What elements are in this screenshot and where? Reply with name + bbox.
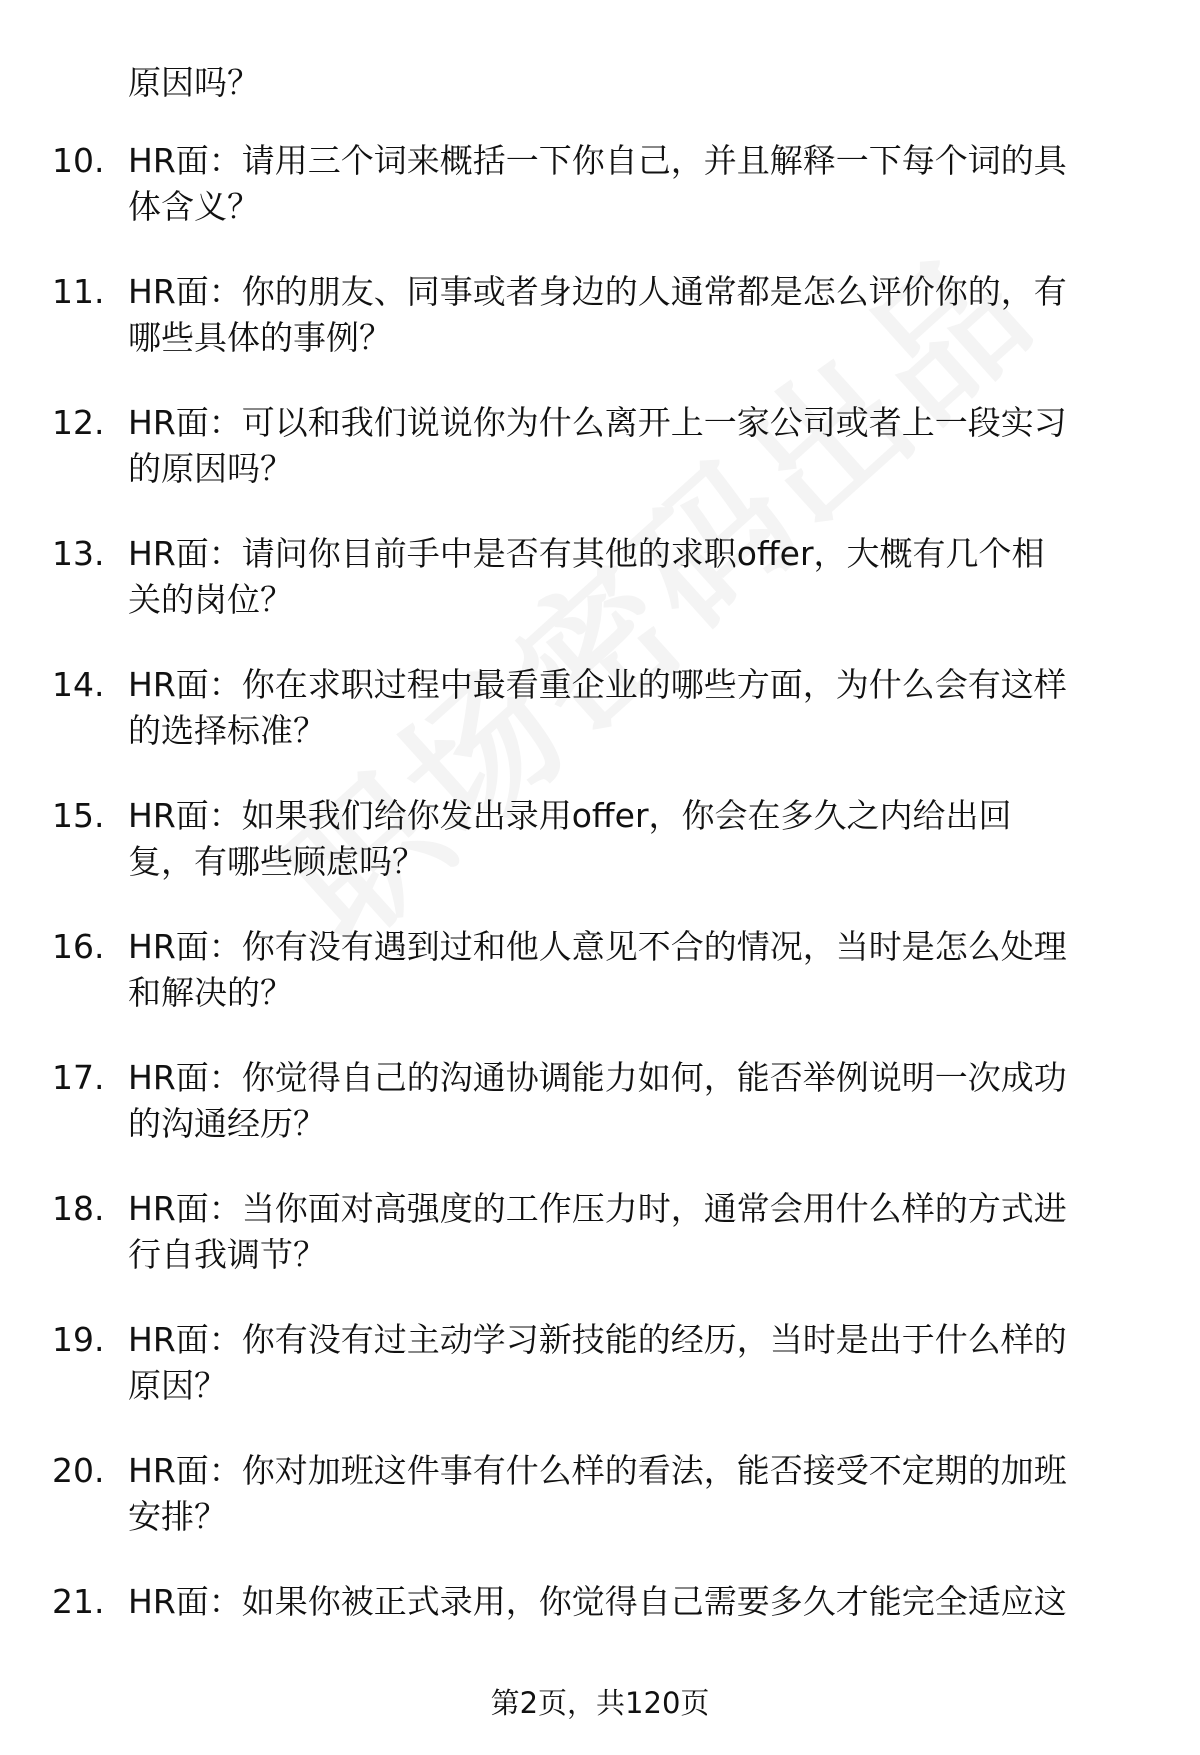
question-item xyxy=(0,662,1200,793)
question-line: 和解决的？ xyxy=(128,973,293,1012)
question-item xyxy=(0,1448,1200,1579)
question-text xyxy=(128,1055,1158,1147)
question-text xyxy=(128,793,1158,885)
question-text xyxy=(128,662,1158,754)
question-text xyxy=(128,1579,1158,1625)
question-line: HR面：你对加班这件事有什么样的看法，能否接受不定期的加班 xyxy=(128,1451,1067,1490)
question-line: HR面：如果你被正式录用，你觉得自己需要多久才能完全适应这 xyxy=(128,1582,1067,1621)
question-item xyxy=(0,1317,1200,1448)
question-line: 的沟通经历？ xyxy=(128,1104,326,1143)
question-line: HR面：可以和我们说说你为什么离开上一家公司或者上一段实习 xyxy=(128,403,1067,442)
question-number: 16. xyxy=(52,927,105,966)
question-text xyxy=(128,1317,1158,1409)
question-item xyxy=(0,1055,1200,1186)
question-line: HR面：请用三个词来概括一下你自己，并且解释一下每个词的具 xyxy=(128,141,1067,180)
question-line: 的选择标准？ xyxy=(128,711,326,750)
question-item xyxy=(0,1186,1200,1317)
question-item xyxy=(0,924,1200,1055)
question-item xyxy=(0,531,1200,662)
question-number: 17. xyxy=(52,1058,105,1097)
question-item xyxy=(0,138,1200,269)
question-line: HR面：你在求职过程中最看重企业的哪些方面，为什么会有这样 xyxy=(128,665,1067,704)
question-line: 体含义？ xyxy=(128,187,260,226)
question-line: 的原因吗？ xyxy=(128,449,293,488)
question-line: HR面：你的朋友、同事或者身边的人通常都是怎么评价你的，有 xyxy=(128,272,1067,311)
question-line: HR面：你有没有遇到过和他人意见不合的情况，当时是怎么处理 xyxy=(128,927,1067,966)
question-number: 13. xyxy=(52,534,105,573)
question-text xyxy=(128,1448,1158,1540)
question-number: 18. xyxy=(52,1189,105,1228)
question-text xyxy=(128,531,1158,623)
question-number: 12. xyxy=(52,403,105,442)
question-list xyxy=(0,138,1200,1710)
question-number: 19. xyxy=(52,1320,105,1359)
question-item xyxy=(0,269,1200,400)
question-line: HR面：你有没有过主动学习新技能的经历，当时是出于什么样的 xyxy=(128,1320,1067,1359)
question-number: 15. xyxy=(52,796,105,835)
question-text xyxy=(128,138,1158,230)
question-line: 原因？ xyxy=(128,1366,227,1405)
continued-question-text: 原因吗？ xyxy=(128,63,260,102)
question-line: 哪些具体的事例？ xyxy=(128,318,392,357)
question-number: 10. xyxy=(52,141,105,180)
question-line: 安排？ xyxy=(128,1497,227,1536)
question-number: 11. xyxy=(52,272,105,311)
question-number: 20. xyxy=(52,1451,105,1490)
question-line: 行自我调节？ xyxy=(128,1235,326,1274)
question-line: HR面：请问你目前手中是否有其他的求职offer，大概有几个相 xyxy=(128,534,1045,573)
question-line: HR面：当你面对高强度的工作压力时，通常会用什么样的方式进 xyxy=(128,1189,1067,1228)
question-text xyxy=(128,269,1158,361)
question-line: 关的岗位？ xyxy=(128,580,293,619)
question-text xyxy=(128,1186,1158,1278)
question-line: HR面：你觉得自己的沟通协调能力如何，能否举例说明一次成功 xyxy=(128,1058,1067,1097)
question-line: 复，有哪些顾虑吗？ xyxy=(128,842,425,881)
question-text xyxy=(128,400,1158,492)
question-number: 21. xyxy=(52,1582,105,1621)
question-line: HR面：如果我们给你发出录用offer，你会在多久之内给出回 xyxy=(128,796,1012,835)
question-item xyxy=(0,793,1200,924)
page-number-footer: 第2页，共120页 xyxy=(490,1686,710,1720)
question-text xyxy=(128,924,1158,1016)
question-item xyxy=(0,400,1200,531)
question-number: 14. xyxy=(52,665,105,704)
